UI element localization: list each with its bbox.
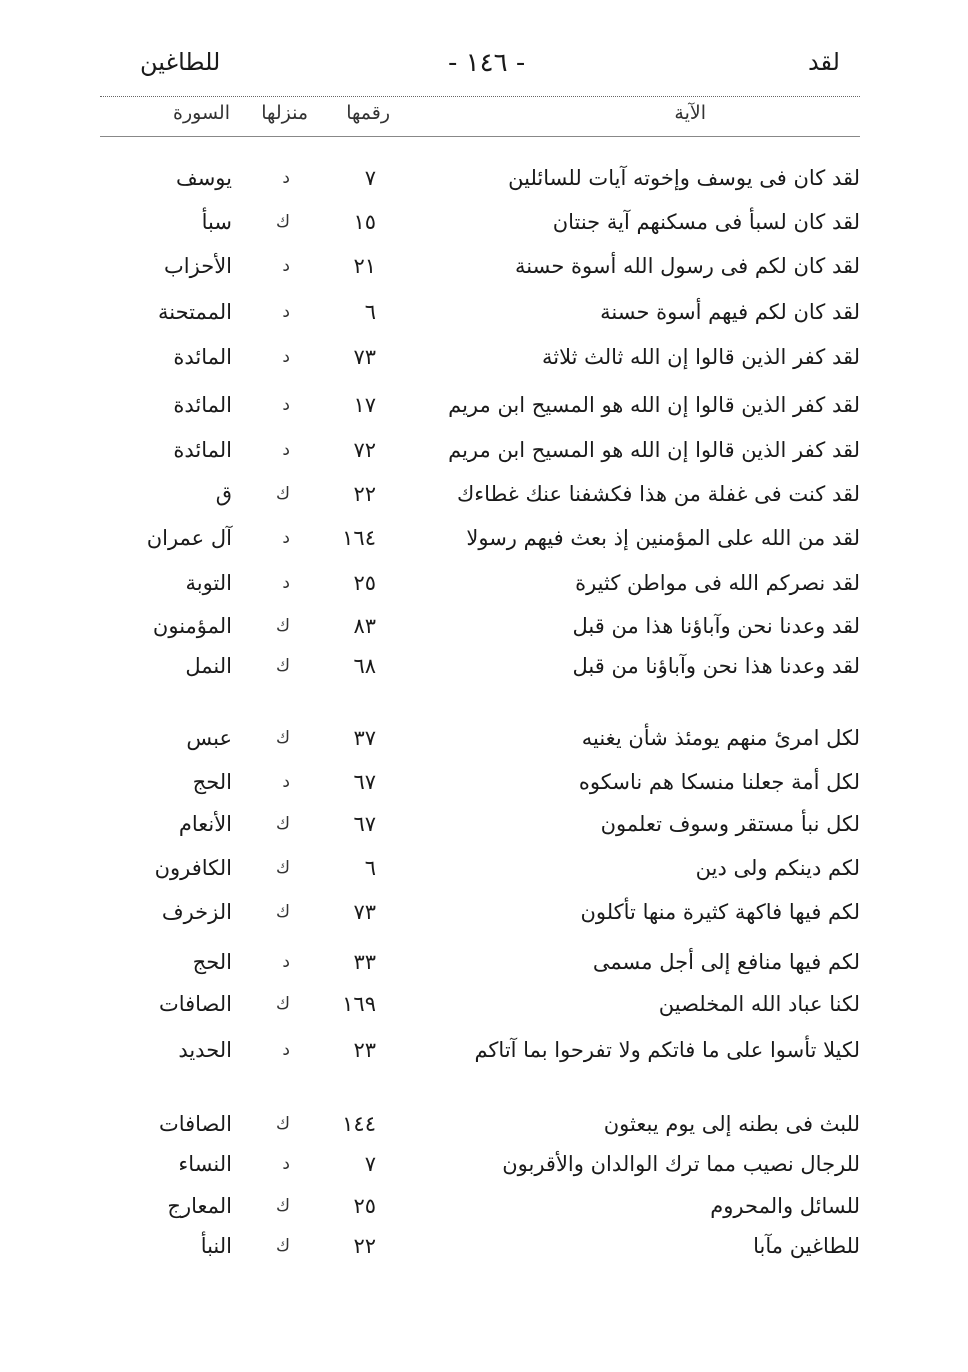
ayah-number: ٢٢ xyxy=(353,1234,376,1258)
ayah-number: ٢١ xyxy=(353,254,376,278)
ayah-text: لكم دينكم ولى دين xyxy=(695,856,860,880)
ayah-number: ٧ xyxy=(364,1152,376,1176)
sura-name: الكافرون xyxy=(154,856,232,880)
table-row xyxy=(0,848,968,892)
table-row xyxy=(0,942,968,986)
table-row xyxy=(0,246,968,290)
revelation-place: ك xyxy=(275,1236,290,1256)
ayah-number: ١٤٤ xyxy=(342,1112,376,1136)
header-divider xyxy=(100,96,860,97)
sura-name: النمل xyxy=(185,654,232,678)
sura-name: النبأ xyxy=(200,1234,232,1258)
ayah-text: لكل أمة جعلنا منسكا هم ناسكوه xyxy=(578,770,860,794)
revelation-place: د xyxy=(282,440,290,460)
table-row xyxy=(0,474,968,518)
table-row xyxy=(0,202,968,246)
ayah-number: ٧٣ xyxy=(353,900,376,924)
ayah-number: ٨٣ xyxy=(353,614,376,638)
ayah-text: لقد كان لكم فى رسول الله أسوة حسنة xyxy=(515,254,860,278)
header-index-word: لقد xyxy=(807,48,840,76)
revelation-place: ك xyxy=(275,656,290,676)
sura-name: الحديد xyxy=(178,1038,232,1062)
sura-name: ق xyxy=(215,482,232,506)
ayah-text: لكم فيها منافع إلى أجل مسمى xyxy=(592,950,860,974)
ayah-number: ١٧ xyxy=(353,393,376,417)
table-row xyxy=(0,984,968,1028)
table-row xyxy=(0,518,968,562)
revelation-place: ك xyxy=(275,902,290,922)
revelation-place: د xyxy=(282,302,290,322)
ayah-text: للطاغين مآبا xyxy=(753,1234,860,1258)
sura-name: المائدة xyxy=(173,393,232,417)
table-row xyxy=(0,158,968,202)
ayah-text: لكيلا تأسوا على ما فاتكم ولا تفرحوا بما آتاكم xyxy=(474,1038,860,1062)
column-header-place: منزلها xyxy=(261,102,308,124)
sura-name: الحج xyxy=(192,770,232,794)
sura-name: المائدة xyxy=(173,438,232,462)
ayah-number: ٧٣ xyxy=(353,345,376,369)
table-row xyxy=(0,430,968,474)
revelation-place: ك xyxy=(275,1196,290,1216)
column-header-number: رقمها xyxy=(346,102,390,124)
column-header-sura: السورة xyxy=(173,102,230,124)
revelation-place: د xyxy=(282,256,290,276)
table-row xyxy=(0,646,968,690)
page-number: - ١٤٦ - xyxy=(448,48,526,78)
ayah-text: لقد من الله على المؤمنين إذ بعث فيهم رسولا xyxy=(466,526,860,550)
revelation-place: د xyxy=(282,1040,290,1060)
ayah-text: لقد وعدنا هذا نحن وآباؤنا من قبل xyxy=(572,654,860,678)
sura-name: الزخرف xyxy=(161,900,232,924)
table-row xyxy=(0,292,968,336)
revelation-place: ك xyxy=(275,728,290,748)
ayah-number: ٢٣ xyxy=(353,1038,376,1062)
ayah-text: لقد كان لكم فيهم أسوة حسنة xyxy=(600,300,860,324)
page-header xyxy=(0,48,968,88)
ayah-number: ٦٧ xyxy=(353,770,376,794)
ayah-text: لقد نصركم الله فى مواطن كثيرة xyxy=(575,571,860,595)
sura-name: عبس xyxy=(186,726,232,750)
revelation-place: د xyxy=(282,347,290,367)
column-header-divider xyxy=(100,136,860,137)
revelation-place: د xyxy=(282,528,290,548)
revelation-place: د xyxy=(282,1154,290,1174)
sura-name: الأحزاب xyxy=(164,254,232,278)
table-row xyxy=(0,1104,968,1148)
ayah-number: ٦٨ xyxy=(353,654,376,678)
ayah-number: ٧ xyxy=(364,166,376,190)
table-row xyxy=(0,563,968,607)
ayah-number: ٢٥ xyxy=(353,1194,376,1218)
sura-name: المعارج xyxy=(167,1194,232,1218)
table-row xyxy=(0,718,968,762)
sura-name: الحج xyxy=(192,950,232,974)
sura-name: الصافات xyxy=(158,992,232,1016)
table-row xyxy=(0,606,968,650)
ayah-number: ١٦٤ xyxy=(342,526,376,550)
ayah-number: ٣٧ xyxy=(353,726,376,750)
revelation-place: ك xyxy=(275,616,290,636)
table-row xyxy=(0,385,968,429)
revelation-place: د xyxy=(282,952,290,972)
sura-name: المؤمنون xyxy=(152,614,232,638)
ayah-number: ٢٥ xyxy=(353,571,376,595)
sura-name: النساء xyxy=(178,1152,232,1176)
table-row xyxy=(0,804,968,848)
ayah-text: لكم فيها فاكهة كثيرة منها تأكلون xyxy=(580,900,860,924)
ayah-text: لكل امرئ منهم يومئذ شأن يغنيه xyxy=(581,726,860,750)
ayah-text: لقد كنت فى غفلة من هذا فكشفنا عنك غطاءك xyxy=(456,482,860,506)
ayah-number: ٣٣ xyxy=(353,950,376,974)
ayah-text: لقد كفر الذين قالوا إن الله هو المسيح ابن مريم xyxy=(448,393,860,417)
ayah-text: لقد وعدنا نحن وآباؤنا هذا من قبل xyxy=(572,614,860,638)
ayah-text: للبث فى بطنه إلى يوم يبعثون xyxy=(603,1112,860,1136)
table-row xyxy=(0,1186,968,1230)
sura-name: الأنعام xyxy=(178,812,232,836)
ayah-number: ٧٢ xyxy=(353,438,376,462)
ayah-text: للسائل والمحروم xyxy=(710,1194,860,1218)
revelation-place: ك xyxy=(275,212,290,232)
revelation-place: د xyxy=(282,168,290,188)
revelation-place: د xyxy=(282,573,290,593)
ayah-text: لكنا عباد الله المخلصين xyxy=(658,992,860,1016)
revelation-place: ك xyxy=(275,994,290,1014)
sura-name: التوبة xyxy=(185,571,232,595)
ayah-number: ٦ xyxy=(364,300,376,324)
ayah-text: لقد كان لسبأ فى مسكنهم آية جنتان xyxy=(552,210,860,234)
ayah-number: ٦٧ xyxy=(353,812,376,836)
header-end-word: للطاغين xyxy=(140,48,221,76)
sura-name: المائدة xyxy=(173,345,232,369)
ayah-text: لقد كفر الذين قالوا إن الله ثالث ثلاثة xyxy=(541,345,860,369)
column-headers xyxy=(0,102,968,132)
ayah-number: ٢٢ xyxy=(353,482,376,506)
revelation-place: ك xyxy=(275,1114,290,1134)
ayah-text: لكل نبأ مستقر وسوف تعلمون xyxy=(600,812,860,836)
sura-name: الصافات xyxy=(158,1112,232,1136)
table-row xyxy=(0,892,968,936)
ayah-text: للرجال نصيب مما ترك الوالدان والأقربون xyxy=(502,1152,860,1176)
ayah-number: ٦ xyxy=(364,856,376,880)
revelation-place: ك xyxy=(275,814,290,834)
revelation-place: د xyxy=(282,772,290,792)
table-row xyxy=(0,1226,968,1270)
revelation-place: د xyxy=(282,395,290,415)
ayah-text: لقد كفر الذين قالوا إن الله هو المسيح ابن مريم xyxy=(448,438,860,462)
ayah-number: ١٥ xyxy=(353,210,376,234)
sura-name: آل عمران xyxy=(146,526,232,550)
table-row xyxy=(0,337,968,381)
table-row xyxy=(0,762,968,806)
ayah-number: ١٦٩ xyxy=(342,992,376,1016)
revelation-place: ك xyxy=(275,484,290,504)
table-row xyxy=(0,1144,968,1188)
table-row xyxy=(0,1030,968,1074)
column-header-ayah: الآية xyxy=(674,102,706,124)
ayah-text: لقد كان فى يوسف وإخوته آيات للسائلين xyxy=(508,166,860,190)
sura-name: يوسف xyxy=(175,166,232,190)
sura-name: سبأ xyxy=(201,210,232,234)
revelation-place: ك xyxy=(275,858,290,878)
sura-name: الممتحنة xyxy=(157,300,232,324)
